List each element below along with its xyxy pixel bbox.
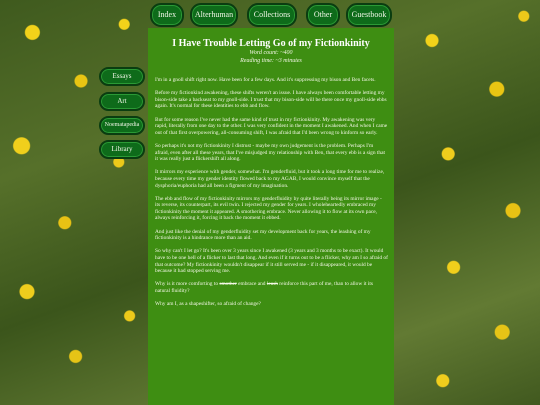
- side-nav-essays-button[interactable]: Essays: [99, 67, 145, 86]
- side-nav-library-button[interactable]: Library: [99, 140, 145, 159]
- nav-index-button[interactable]: Index: [150, 3, 184, 27]
- text-fragment: Why is it more comforting to: [155, 281, 220, 288]
- word-count: Word count: ~400: [249, 50, 293, 56]
- article-paragraph: And just like the denial of my genderfluidity set my development back for years, the leashing of my fictionkinity is a hindrance more than an aid.: [155, 228, 371, 242]
- text-fragment: reinforce this part of me, than to allow it its natural fluidity?: [155, 281, 373, 294]
- article-body: [148, 65, 394, 308]
- article-paragraph: I'm in a gnoll shift right now. Have been for a few days. And it's suppressing my bison and Ben facets.: [155, 77, 376, 83]
- nav-other-button[interactable]: Other: [306, 3, 340, 27]
- nav-alterhuman-button[interactable]: Alterhuman: [190, 3, 238, 27]
- article-paragraph-strikethrough: [155, 281, 388, 294]
- top-navigation: [148, 3, 394, 25]
- article-title: I Have Trouble Letting Go of my Fictionkinity: [172, 38, 370, 49]
- struck-word: leash: [266, 281, 278, 288]
- article-paragraph: So why can't I let go? It's been over 3 years since I awakened (3 years and 3 months to be exact). It would have to be one hell of a flicker to last that long. And even if it turns out to be a flicker, why am I so afraid of that outcome? My fictionkinity wouldn't disappear if it still served me - if it disappeared, it would be because it had stopped serving me.: [155, 248, 388, 275]
- reading-time: Reading time: ~3 minutes: [240, 58, 302, 64]
- side-nav-noematapedia-button[interactable]: Noematapedia: [99, 116, 145, 135]
- text-fragment: embrace and: [236, 281, 267, 288]
- side-nav-art-button[interactable]: Art: [99, 92, 145, 111]
- article-paragraph: Before my fictionkind awakening, these shifts weren't an issue. I have always been comfortable letting my bison-side take a backseat to my gnoll-side. I trust that my bison-side will be there once my gnoll-side ebbs again. It's normal for these identities to ebb and flow.: [155, 90, 387, 110]
- article-paragraph: But for some reason I've never had the same kind of trust in my fictionkinity. My awakening was very rapid, literally from one day to the other. I was very confident in the moment I awakened. And when I came out of that first overpowering, all-consuming shift, I was afraid that I'd been wrong to kinform so early.: [155, 116, 388, 136]
- article-paragraph: It mirrors my experience with gender, somewhat. I'm genderfluid, but it took a long time for me to realize, because every time my gender identity flowed back to my AGAB, I would convince myself that the dysphoria/euphoria had all been a figment of my imagination.: [155, 169, 385, 189]
- struck-word: smother: [219, 281, 237, 288]
- nav-collections-button[interactable]: Collections: [247, 3, 297, 27]
- article-paragraph: Why am I, as a shapeshifter, so afraid of change?: [155, 301, 261, 308]
- nav-guestbook-button[interactable]: Guestbook: [346, 3, 392, 27]
- article-paragraph: The ebb and flow of my fictionkinity mirrors my genderfluidity by quite literally being its mirror image - its reverse, its counterpart, its evil twin. I rejected my gender for years. I wholeheartedly embraced my fictionkinity the moment it appeared. A smothering embrace. Never allowing it to flow at its own pace, always reinforcing it, forcing it back the moment it ebbed.: [155, 195, 382, 222]
- article-panel: [148, 28, 394, 405]
- article-paragraph: So perhaps it's not my fictionkinity I distrust - maybe my own judgement is the problem. Perhaps I'm afraid, even after all these years, that I've misjudged my relationship with Ben, that every ebb is a sign that it was really just a flickershift all along.: [155, 142, 386, 163]
